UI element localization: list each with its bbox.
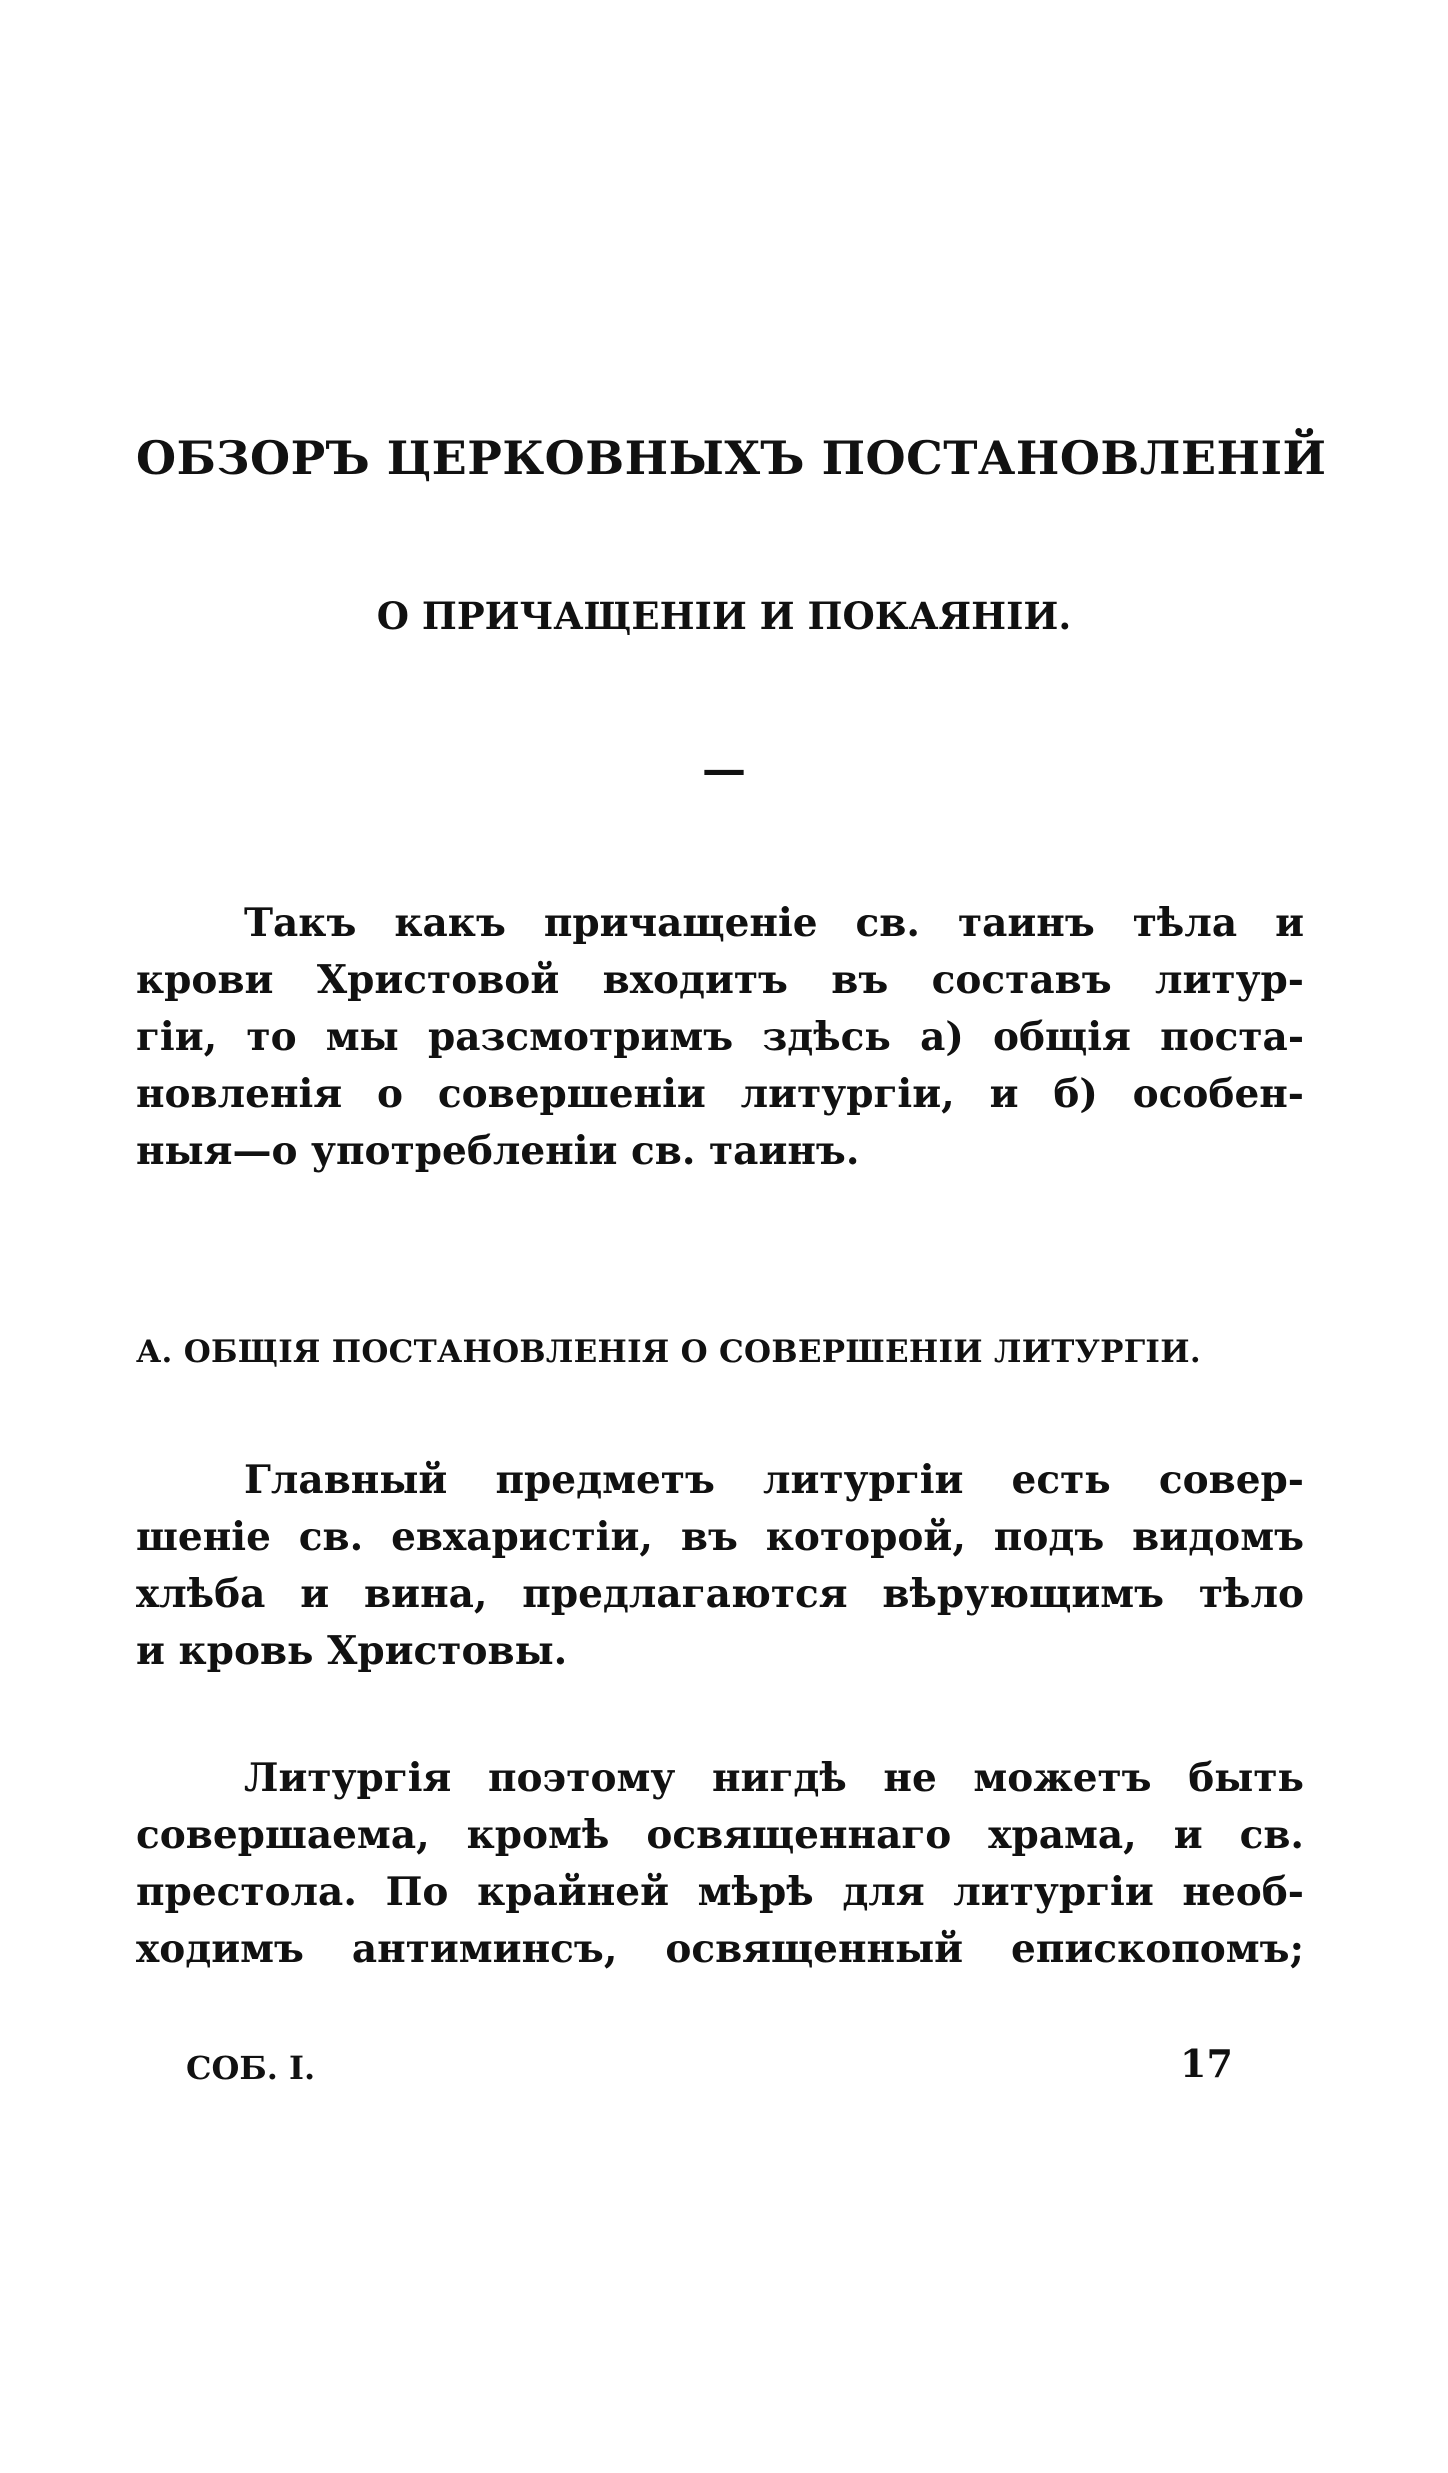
text-line: Главный предметъ литургіи есть совер-: [244, 1457, 1304, 1503]
text-line: престола. По крайней мѣрѣ для литургіи необ-: [136, 1869, 1304, 1915]
text-line: шеніе св. евхаристіи, въ которой, подъ видомъ: [136, 1514, 1304, 1560]
section-heading: А. ОБЩІЯ ПОСТАНОВЛЕНІЯ О СОВЕРШЕНІИ ЛИТУРГІИ.: [136, 1334, 1201, 1370]
text-line: крови Христовой входитъ въ составъ литур-: [136, 957, 1304, 1003]
printer-signature: СОБ. I.: [186, 2049, 316, 2087]
text-line: новленія о совершеніи литургіи, и б) особен-: [136, 1071, 1304, 1117]
text-line: хлѣба и вина, предлагаются вѣрующимъ тѣло: [136, 1571, 1304, 1617]
page-number: 17: [1180, 2041, 1233, 2086]
page-title: ОБЗОРЪ ЦЕРКОВНЫХЪ ПОСТАНОВЛЕНІЙ: [136, 431, 1327, 485]
paragraph-liturgy-place: [136, 1750, 1304, 1978]
text-line: гіи, то мы разсмотримъ здѣсь а) общія поста-: [136, 1014, 1304, 1060]
paragraph-main-subject: [136, 1452, 1304, 1680]
text-line: и кровь Христовы.: [136, 1628, 568, 1674]
text-line: совершаема, кромѣ освященнаго храма, и св.: [136, 1812, 1304, 1858]
text-line: ходимъ антиминсъ, освященный епископомъ;: [136, 1926, 1304, 1972]
intro-paragraph: [136, 895, 1304, 1180]
separator-dash: —: [702, 744, 746, 795]
text-line: ныя—о употребленіи св. таинъ.: [136, 1128, 860, 1174]
text-line: Такъ какъ причащеніе св. таинъ тѣла и: [244, 900, 1304, 946]
text-line: Литургія поэтому нигдѣ не можетъ быть: [244, 1755, 1304, 1801]
page-subtitle: О ПРИЧАЩЕНІИ И ПОКАЯНІИ.: [376, 594, 1072, 638]
